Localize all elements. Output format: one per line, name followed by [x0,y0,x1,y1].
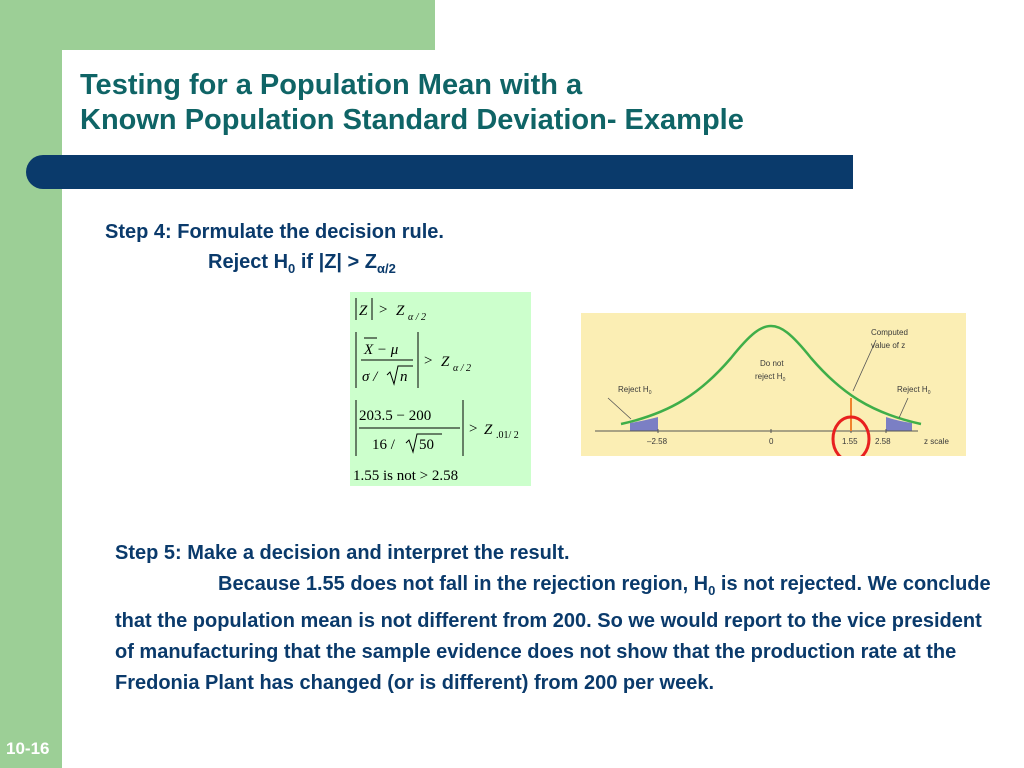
slide-title [80,68,980,138]
f1-lhs: Z [359,303,368,319]
formula-svg [350,292,531,486]
f1-rhs: Z [396,303,405,319]
computed-label-line1: Computed [871,328,908,337]
f1-sub: α / 2 [408,312,427,323]
step4-rule-sub: 0 [288,261,296,276]
do-not-reject-line2: reject $H_0$ [755,372,786,383]
do-not-reject-line1: Do not [760,359,784,368]
slide-number: 10-16 [6,739,50,758]
f2-den-sigma: σ / [362,369,378,385]
title-divider-bar [26,155,853,189]
step4-block [105,217,444,284]
f3-sub: .01/ 2 [496,430,519,441]
f3-gt: > [469,421,478,437]
axis-label: z scale [924,437,949,446]
f2-numerator: X − μ [364,342,399,358]
f3-rhs: Z [484,422,493,438]
step4-rule-prefix: Reject H [208,251,289,273]
f2-gt: > [424,353,433,369]
distribution-svg [581,313,966,456]
f3-numerator: 203.5 − 200 [359,408,432,424]
tick-label-zero: 0 [769,437,774,446]
side-accent-bar [0,0,62,768]
f2-den-n: n [400,369,408,385]
f3-den-b: 50 [419,437,434,453]
formula-conclusion: 1.55 is not > 2.58 [353,468,459,484]
title-line-1: Testing for a Population Mean with a [80,69,583,101]
tick-label-pos: 2.58 [875,437,891,446]
reject-left-label: Reject $H_0$ [618,385,652,396]
step4-rule [105,247,444,284]
f3-den-a: 16 / [372,437,395,453]
step4-rule-end: /2 [385,261,396,276]
tick-label-computed: 1.55 [842,437,858,446]
computed-label-line2: value of z [871,341,906,350]
step4-rule-alpha: α [377,261,386,276]
step5-body-b: is not rejected. We conclude that the population mean is not different from 200. So we would report to the vice president of manufacturing that the sample evidence does not show that the production rate at the Fredonia Plant has changed (or is different) from 200 per week. [115,573,991,694]
f2-rhs: Z [441,354,450,370]
tick-label-neg: –2.58 [647,437,668,446]
step5-body [115,569,1005,699]
f2-sub: α / 2 [453,363,472,374]
reject-right-label: Reject $H_0$ [897,385,931,396]
step5-body-a: Because 1.55 does not fall in the rejection region, H [218,573,709,595]
title-line-2: Known Population Standard Deviation- Example [80,104,744,136]
step5-block [115,538,1005,699]
top-accent-bar [62,0,435,50]
step4-rule-mid: if |Z| > Z [295,251,378,273]
f1-gt: > [379,302,388,318]
step5-body-sub: 0 [708,583,716,598]
step5-heading: Step 5: Make a decision and interpret the result. [115,542,570,564]
formula-box [350,292,531,486]
step4-heading: Step 4: Formulate the decision rule. [105,221,444,243]
normal-distribution-figure [581,313,966,456]
